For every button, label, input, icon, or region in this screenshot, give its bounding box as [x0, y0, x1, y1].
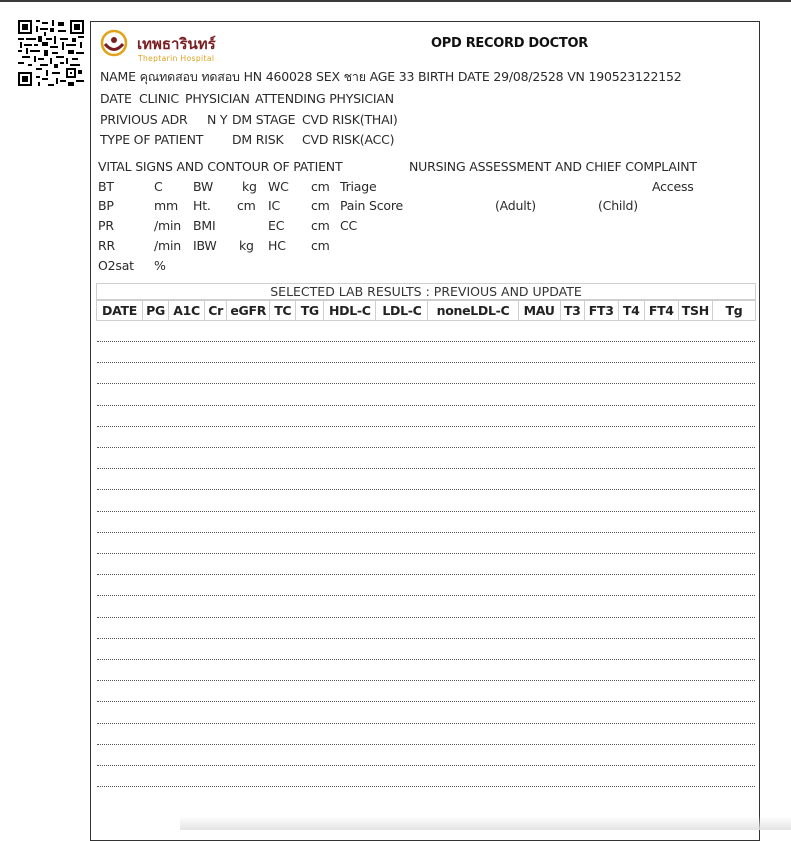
lab-column-header: noneLDL-C	[428, 301, 518, 321]
lab-column-header: FT3	[584, 301, 618, 321]
note-line	[97, 723, 755, 724]
note-line	[97, 786, 755, 787]
lab-column-header: TG	[296, 301, 324, 321]
age-value: 33	[398, 69, 415, 84]
note-line	[97, 341, 755, 342]
ibw-unit: kg	[239, 238, 254, 253]
lab-results-table	[96, 300, 756, 321]
note-line	[97, 744, 755, 745]
patient-name: คุณทดสอบ ทดสอบ	[139, 69, 240, 84]
lab-column-header: PG	[143, 301, 169, 321]
lab-column-header: MAU	[518, 301, 560, 321]
birth-date-value: 29/08/2528	[493, 69, 564, 84]
bp-unit: mm	[154, 198, 178, 213]
note-line	[97, 532, 755, 533]
type-of-patient-label: TYPE OF PATIENT	[100, 132, 204, 147]
sex-value: ชาย	[343, 69, 366, 84]
name-label: NAME	[100, 69, 136, 84]
pain-score-child: (Child)	[598, 198, 638, 213]
triage-label: Triage	[340, 179, 377, 194]
birth-date-label: BIRTH DATE	[418, 69, 490, 84]
lab-header-row	[97, 301, 756, 321]
pain-score-label: Pain Score	[340, 198, 404, 213]
ec-label: EC	[268, 218, 285, 233]
note-line	[97, 383, 755, 384]
patient-info-line	[100, 69, 682, 85]
note-line	[97, 553, 755, 554]
logo-mark-icon	[100, 29, 128, 57]
height-label: Ht.	[193, 198, 211, 213]
ibw-label: IBW	[193, 238, 217, 253]
note-line	[97, 405, 755, 406]
note-line	[97, 426, 755, 427]
cvd-risk-acc-label: CVD RISK(ACC)	[302, 132, 395, 147]
pr-unit: /min	[154, 218, 181, 233]
note-line	[97, 765, 755, 766]
hospital-name-thai: เทพธารินทร์	[137, 35, 216, 53]
note-line	[97, 447, 755, 448]
rr-label: RR	[98, 238, 115, 253]
note-line	[97, 468, 755, 469]
hospital-logo	[100, 29, 230, 63]
lab-column-header: eGFR	[227, 301, 270, 321]
lab-column-header: TSH	[678, 301, 712, 321]
clinic-label: CLINIC	[139, 91, 179, 106]
dm-stage-label: DM STAGE	[232, 112, 296, 127]
hc-label: HC	[268, 238, 286, 253]
adr-ny-label: N Y	[207, 112, 228, 127]
note-line	[97, 701, 755, 702]
o2sat-unit: %	[154, 258, 166, 273]
lab-column-header: Tg	[712, 301, 755, 321]
dm-risk-label: DM RISK	[232, 132, 284, 147]
sex-label: SEX	[316, 69, 340, 84]
hn-value: 460028	[265, 69, 313, 84]
date-label: DATE	[100, 91, 132, 106]
ec-unit: cm	[311, 218, 330, 233]
page-edge-shadow	[180, 816, 791, 830]
lab-column-header: FT4	[644, 301, 678, 321]
page-title: OPD RECORD DOCTOR	[431, 36, 588, 51]
pr-label: PR	[98, 218, 114, 233]
note-line	[97, 362, 755, 363]
attending-physician-label: ATTENDING PHYSICIAN	[255, 91, 394, 106]
ic-label: IC	[268, 198, 281, 213]
height-unit: cm	[237, 198, 256, 213]
access-label: Access	[652, 179, 694, 194]
top-border	[0, 0, 791, 2]
bt-label: BT	[98, 179, 114, 194]
age-label: AGE	[369, 69, 395, 84]
lab-column-header: T3	[560, 301, 584, 321]
wc-label: WC	[268, 179, 289, 194]
hospital-name-english: Theptarin Hospital	[138, 54, 215, 63]
note-line	[97, 638, 755, 639]
lab-column-header: LDL-C	[376, 301, 428, 321]
cc-label: CC	[340, 218, 358, 233]
wc-unit: cm	[311, 179, 330, 194]
opd-record-page	[90, 21, 760, 841]
note-line	[97, 680, 755, 681]
vn-value: 190523122152	[588, 69, 682, 84]
cvd-risk-thai-label: CVD RISK(THAI)	[302, 112, 398, 127]
note-line	[97, 574, 755, 575]
physician-label: PHYSICIAN	[185, 91, 250, 106]
rr-unit: /min	[154, 238, 181, 253]
lab-column-header: HDL-C	[324, 301, 376, 321]
note-line	[97, 617, 755, 618]
lab-column-header: DATE	[97, 301, 143, 321]
bw-unit: kg	[242, 179, 257, 194]
hc-unit: cm	[311, 238, 330, 253]
hn-label: HN	[243, 69, 262, 84]
lab-column-header: A1C	[169, 301, 205, 321]
lab-results-section	[96, 283, 756, 321]
celsius-unit: C	[154, 179, 163, 194]
bw-label: BW	[193, 179, 214, 194]
note-line	[97, 595, 755, 596]
note-line	[97, 511, 755, 512]
pain-score-adult: (Adult)	[495, 198, 536, 213]
previous-adr-label: PRIVIOUS ADR	[100, 112, 188, 127]
note-line	[97, 659, 755, 660]
vital-signs-heading: VITAL SIGNS AND CONTOUR OF PATIENT	[98, 159, 343, 174]
qr-code	[18, 20, 84, 86]
bmi-label: BMI	[193, 218, 216, 233]
lab-column-header: TC	[270, 301, 296, 321]
lab-column-header: Cr	[205, 301, 227, 321]
lab-column-header: T4	[618, 301, 644, 321]
nursing-assessment-heading: NURSING ASSESSMENT AND CHIEF COMPLAINT	[409, 159, 697, 174]
vn-label: VN	[567, 69, 585, 84]
o2sat-label: O2sat	[98, 258, 134, 273]
bp-label: BP	[98, 198, 114, 213]
note-line	[97, 489, 755, 490]
ic-unit: cm	[311, 198, 330, 213]
lab-results-title: SELECTED LAB RESULTS : PREVIOUS AND UPDATE	[96, 283, 756, 300]
